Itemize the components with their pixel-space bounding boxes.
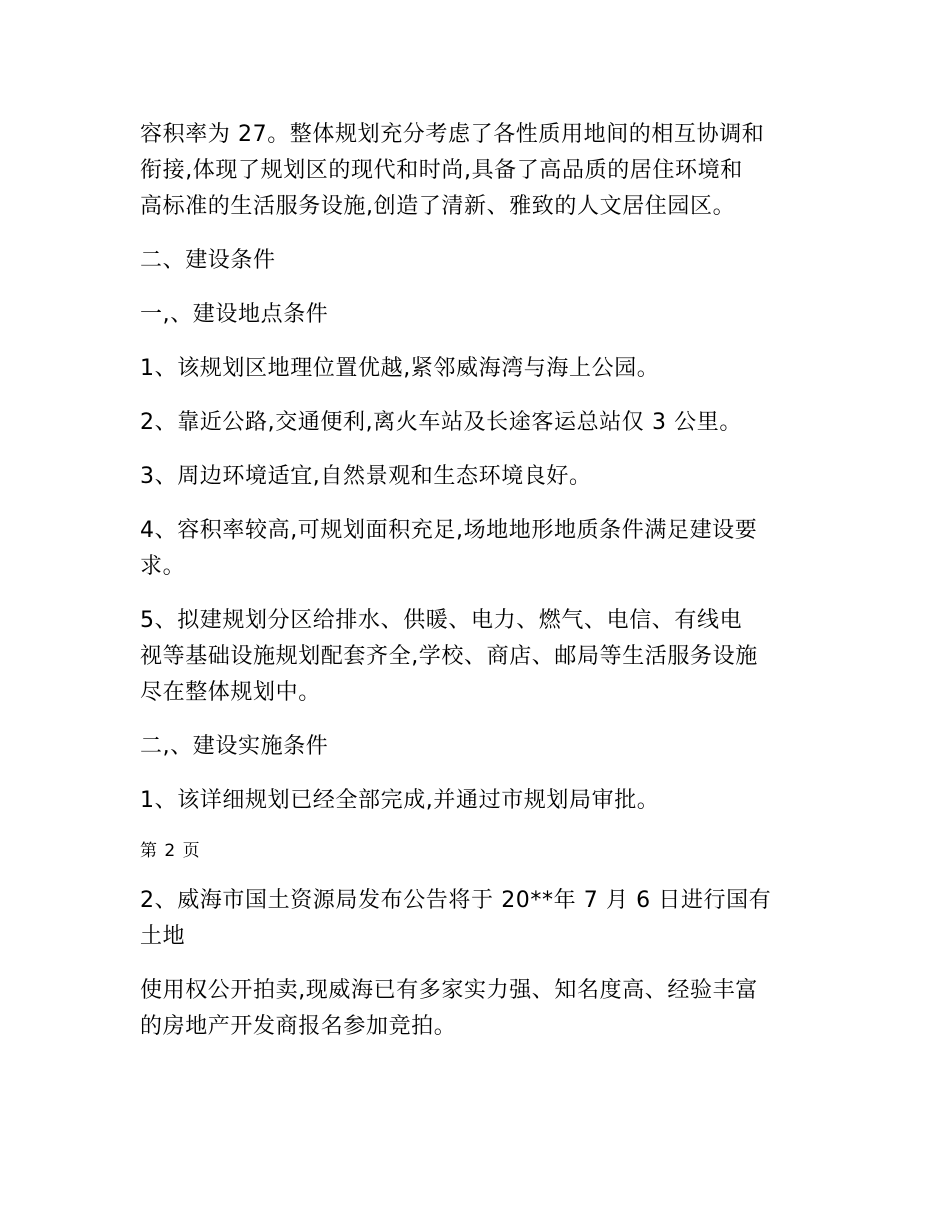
list-item-5: 5、拟建规划分区给排水、供暖、电力、燃气、电信、有线电 视等基础设施规划配套齐全,学校、商店、邮局等生活服务设施 尽在整体规划中。 — [140, 608, 758, 705]
paragraph-plot-ratio: 容积率为 27。整体规划充分考虑了各性质用地间的相互协调和 衔接,体现了规划区的现代和时尚,具备了高品质的居住环境和 高标准的生活服务设施,创造了清新、雅致的人文居住园区。 — [140, 122, 765, 219]
list-item-4: 4、容积率较高,可规划面积充足,场地地形地质条件满足建设要 求。 — [140, 518, 758, 579]
implementation-item-2: 2、威海市国土资源局发布公告将于 20**年 7 月 6 日进行国有 土地 — [140, 888, 772, 949]
heading-construction-conditions: 二、建设条件 — [140, 248, 276, 273]
list-item-1: 1、该规划区地理位置优越,紧邻威海湾与海上公园。 — [140, 356, 660, 381]
implementation-item-1: 1、该详细规划已经全部完成,并通过市规划局审批。 — [140, 788, 660, 813]
subheading-site-conditions: 一,、建设地点条件 — [140, 302, 329, 327]
document-page — [140, 117, 820, 1063]
list-item-2: 2、靠近公路,交通便利,离火车站及长途客运总站仅 3 公里。 — [140, 410, 742, 435]
page-number: 第 2 页 — [140, 841, 201, 861]
subheading-implementation-conditions: 二,、建设实施条件 — [140, 734, 329, 759]
paragraph-auction: 使用权公开拍卖,现威海已有多家实力强、知名度高、经验丰富 的房地产开发商报名参加竞拍。 — [140, 978, 758, 1039]
list-item-3: 3、周边环境适宜,自然景观和生态环境良好。 — [140, 464, 592, 489]
